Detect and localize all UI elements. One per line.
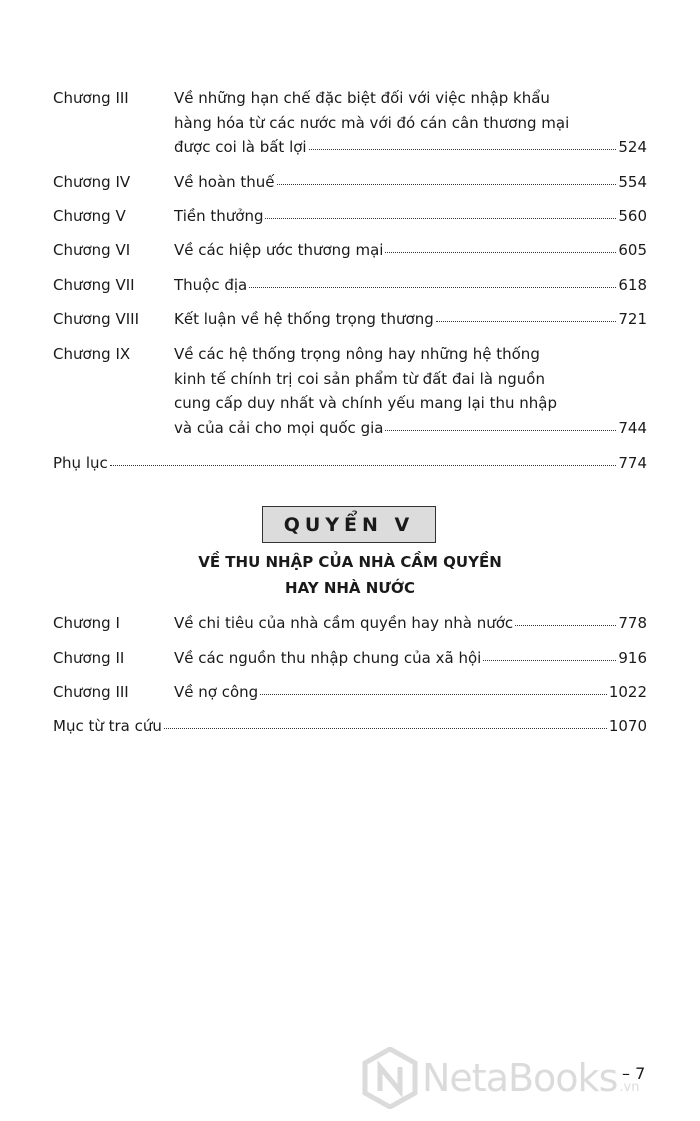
toc-entry-leader-line: [174, 273, 647, 298]
dot-leader: [277, 182, 617, 185]
toc-entry-page: 554: [618, 173, 647, 191]
part-title-line-2: HAY NHÀ NƯỚC: [285, 579, 415, 597]
toc-entry-body: [174, 646, 647, 671]
toc-entry-label: Chương VI: [53, 241, 131, 259]
toc-entry-body: [174, 86, 647, 160]
dot-leader: [309, 147, 617, 150]
dot-leader: [249, 285, 616, 288]
watermark-text: NetaBooks: [422, 1056, 618, 1100]
toc-entry-leader-line: [174, 611, 647, 636]
toc-entry-title: và của cải cho mọi quốc gia: [174, 418, 384, 437]
dot-leader: [483, 658, 616, 661]
toc-entry-page: 618: [618, 276, 647, 294]
toc-entry-label: Chương IV: [53, 173, 131, 191]
toc-entry-page: 1070: [608, 717, 647, 735]
toc-entry-page: 774: [618, 454, 647, 472]
toc-entry-label: Chương VIII: [53, 310, 139, 328]
toc-entry-leader-line: [174, 307, 647, 332]
toc-entry-body: [174, 342, 647, 440]
toc-entry-title: được coi là bất lợi: [174, 138, 307, 156]
toc-entry-leader-line: [53, 451, 647, 476]
dot-leader: [385, 250, 616, 253]
toc-entry-title: Tiền thưởng: [174, 207, 264, 225]
toc-entry-label: Chương V: [53, 207, 126, 225]
toc-entry-title-line: kinh tế chính trị coi sản phẩm từ đất đai là nguồn: [174, 369, 545, 388]
part-title-line-1: VỀ THU NHẬP CỦA NHÀ CẦM QUYỀN: [198, 553, 502, 571]
toc-entry-label: Chương IX: [53, 345, 131, 363]
toc-entry-label: Chương III: [53, 89, 129, 107]
toc-entry-body: [174, 170, 647, 195]
toc-entry-title-line: Về các hệ thống trọng nông hay những hệ thống: [174, 345, 540, 363]
toc-entry-body: [174, 204, 647, 229]
dot-leader: [385, 428, 616, 431]
dot-leader: [110, 463, 617, 466]
toc-entry-title: Về chi tiêu của nhà cầm quyền hay nhà nước: [174, 614, 514, 632]
toc-entry-title: Về hoàn thuế: [174, 173, 275, 191]
toc-entry-body: [174, 611, 647, 636]
toc-entry-leader-line: [174, 416, 647, 441]
toc-entry-page: 605: [618, 241, 647, 259]
dot-leader: [515, 623, 616, 626]
toc-entry-leader-line: [174, 135, 647, 160]
toc-entry-leader-line: [174, 204, 647, 229]
toc-entry-page: 721: [618, 310, 647, 328]
toc-entry-body: [174, 307, 647, 332]
netabooks-logo-icon: [362, 1047, 418, 1109]
toc-entry-leader-line: [174, 170, 647, 195]
toc-entry-title-line: Về những hạn chế đặc biệt đối với việc nhập khẩu: [174, 89, 550, 107]
toc-entry-leader-line: [53, 714, 647, 739]
toc-entry-page: 524: [618, 138, 647, 156]
dot-leader: [436, 319, 617, 322]
toc-entry-body: [174, 273, 647, 298]
toc-entry-leader-line: [174, 646, 647, 671]
toc-entry-title: Về các nguồn thu nhập chung của xã hội: [174, 649, 482, 667]
toc-entry-page: 1022: [608, 683, 647, 701]
toc-entry-title: Về nợ công: [174, 683, 259, 701]
toc-entry-title: Mục từ tra cứu: [53, 717, 162, 735]
toc-entry-label: Chương II: [53, 649, 125, 667]
toc-entry-body: [53, 714, 647, 739]
toc-entry-page: 778: [618, 614, 647, 632]
toc-entry-body: [53, 451, 647, 476]
dot-leader: [265, 216, 616, 219]
page-number: – 7: [622, 1064, 646, 1083]
part-heading-box: [262, 506, 436, 543]
toc-entry-page: 560: [618, 207, 647, 225]
toc-entry-title-line: cung cấp duy nhất và chính yếu mang lại thu nhập: [174, 394, 558, 412]
toc-entry-leader-line: [174, 238, 647, 263]
part-heading: QUYỂN V: [283, 513, 415, 536]
toc-entry-title: Về các hiệp ước thương mại: [174, 241, 384, 259]
toc-entry-title: Phụ lục: [53, 454, 108, 472]
toc-entry-leader-line: [174, 680, 647, 705]
toc-entry-body: [174, 680, 647, 705]
toc-entry-title: Thuộc địa: [174, 276, 248, 294]
watermark-suffix: .vn: [619, 1079, 640, 1095]
toc-entry-body: [174, 238, 647, 263]
dot-leader: [260, 692, 607, 695]
toc-entry-page: 916: [618, 649, 647, 667]
toc-entry-title-line: hàng hóa từ các nước mà với đó cán cân thương mại: [174, 113, 570, 132]
toc-entry-page: 744: [618, 418, 647, 437]
toc-entry-title: Kết luận về hệ thống trọng thương: [174, 310, 434, 328]
toc-entry-label: Chương III: [53, 683, 129, 701]
toc-entry-label: Chương VII: [53, 276, 135, 294]
dot-leader: [164, 726, 607, 729]
toc-entry-label: Chương I: [53, 614, 120, 632]
